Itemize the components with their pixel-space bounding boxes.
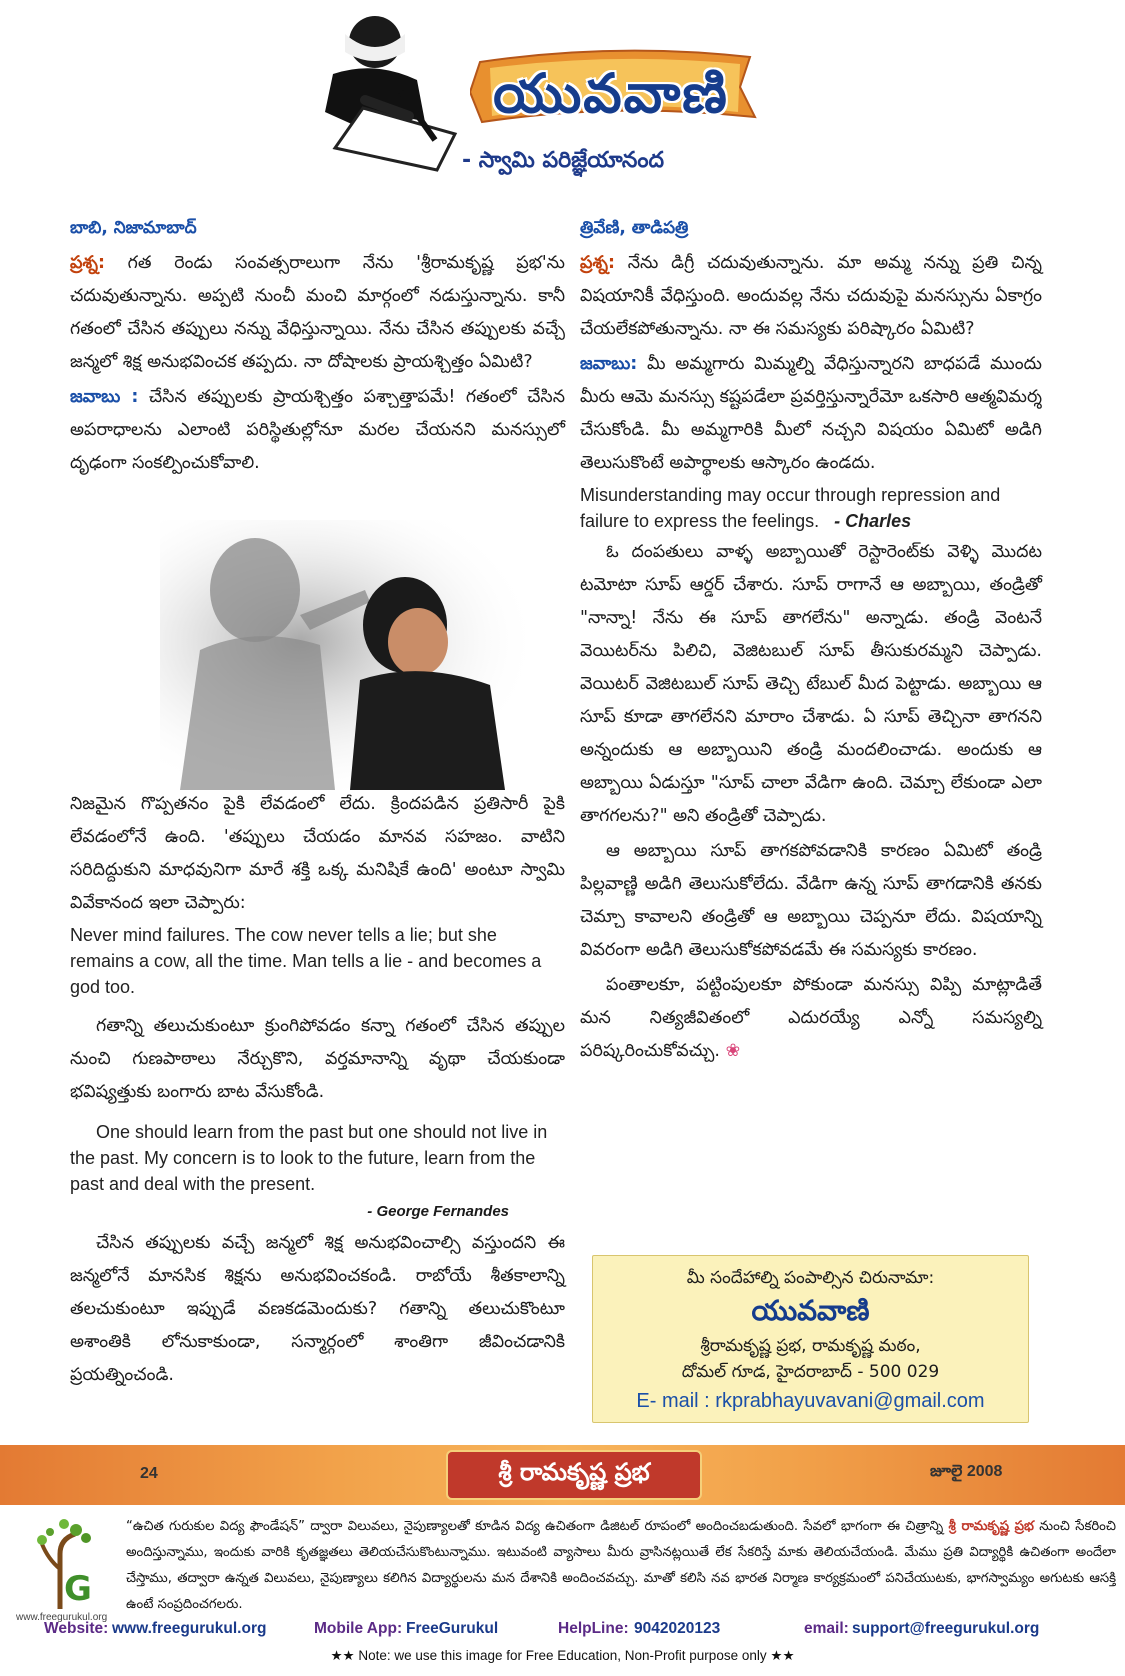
address-box xyxy=(592,1255,1029,1423)
address-intro: మీ సందేహాల్ని పంపాల్సిన చిరునామా: xyxy=(686,1268,935,1288)
writer-silhouette-icon xyxy=(305,12,480,172)
magazine-title: శ్రీ రామకృష్ణ ప్రభ xyxy=(498,1458,650,1486)
question-label: ప్రశ్న: xyxy=(580,253,615,273)
website-label: Website: xyxy=(44,1620,109,1637)
address-title: యువవాణి xyxy=(751,1294,870,1327)
address-line: దోమల్ గూడ, హైదరాబాద్ - 500 029 xyxy=(681,1362,940,1382)
left-column-continued xyxy=(70,788,565,1394)
helpline-number: 9042020123 xyxy=(634,1620,721,1637)
svg-text:G: G xyxy=(64,1569,92,1609)
author-line: - స్వామి పరిజ్ఞేయానంద xyxy=(462,148,665,173)
sender-name: త్రివేణి, తాడిపత్రి xyxy=(580,218,689,238)
helpline-label: HelpLine: xyxy=(558,1620,629,1637)
magazine-credit: శ్రీ రామకృష్ణ ప్రభ xyxy=(948,1519,1034,1534)
right-column xyxy=(580,212,1042,1070)
freegurukul-logo-icon xyxy=(20,1514,110,1624)
issue-date: జూలై 2008 xyxy=(930,1463,1003,1480)
vivekananda-quote: Never mind failures. The cow never tells a lie; but she remains a cow, all the time. Man tells a lie - and becomes a god too. xyxy=(70,925,542,997)
foundation-text-part: నుంచి సేకరించి అందిస్తున్నాము, ఇందుకు వారికి కృతజ్ఞతలు తెలియచేసుకొంటున్నాము. ఇటువంటి వ్యాసాలు మీరు వ్రాసినట్లయితే లేక సేకరిస్తే మాకు తెలియచేయండి. మేము ప్రతి విద్యార్థికి ఉచితంగా అందేలా చేస్తాము, తద్వారా ఉన్నత విలువలు, నైపుణ్యాలు కలిగిన విద్యార్థులను మన దేశానికి అందించవచ్చు. మాతో కలిసి నవ భారత నిర్మాణ కార్యక్రమంలో పనిచేయుటకు, భాగస్వామ్యం అగుటకు ఆసక్తి ఉంటే సంప్రదించగలరు. xyxy=(126,1519,1116,1612)
question-text: గత రెండు సంవత్సరాలుగా నేను 'శ్రీరామకృష్ణ ప్రభ'ను చదువుతున్నాను. అప్పటి నుంచీ మంచి మార్గంలో నడుస్తున్నాను. కానీ గతంలో చేసిన తప్పులు నన్ను వేధిస్తున్నాయి. నేను చేసిన తప్పులకు వచ్చే జన్మలో శిక్ష అనుభవించక తప్పదు. నా దోషాలకు ప్రాయశ్చిత్తం ఏమిటి? xyxy=(70,253,565,372)
column-header xyxy=(0,0,1125,200)
paragraph: ఆ అబ్బాయి సూప్ తాగకపోవడానికి కారణం ఏమిటో తండ్రి పిల్లవాణ్ణి అడిగి తెలుసుకోలేదు. వేడిగా ఉన్న సూప్ తాగడానికి తనకు చెమ్చా కావాలని తండ్రితో ఆ అబ్బాయి చెప్పనూ లేదు. విషయాన్ని వివరంగా అడిగి తెలుసుకోకపోవడమే ఈ సమస్యకు కారణం. xyxy=(580,841,1042,960)
question-paragraph xyxy=(580,247,1042,346)
charles-quote xyxy=(580,482,1042,534)
answer-paragraph xyxy=(70,381,565,480)
answer-text: చేసిన తప్పులకు ప్రాయశ్చిత్తం పశ్చాత్తాపమే! గతంలో చేసిన అపరాధాలను ఎలాంటి పరిస్థితుల్లోనూ మరల చేయనని మనస్సులో దృఢంగా సంకల్పించుకోవాలి. xyxy=(70,387,565,473)
flower-icon: ❀ xyxy=(725,1041,741,1061)
paragraph: చేసిన తప్పులకు వచ్చే జన్మలో శిక్ష అనుభవించాల్సి వస్తుందని ఈ జన్మలోనే మానసిక శిక్షను అనుభవించకండి. రాబోయే శీతకాలాన్ని తలచుకుంటూ ఇప్పుడే వణకడమెందుకు? గతాన్ని తలుచుకొంటూ అశాంతికి లోనుకాకుండా, సన్మార్గంలో శాంతిగా జీవించడానికి ప్రయత్నించండి. xyxy=(70,1233,565,1385)
address-line: శ్రీరామకృష్ణ ప్రభ, రామకృష్ణ మఠం, xyxy=(700,1336,921,1356)
paragraph: ఓ దంపతులు వాళ్ళ అబ్బాయితో రెస్టారెంట్‌కు వెళ్ళి మొదట టమోటా సూప్ ఆర్డర్ చేశారు. సూప్ రాగానే ఆ అబ్బాయి, తండ్రితో "నాన్నా! నేను ఈ సూప్ తాగలేను" అన్నాడు. తండ్రి వెంటనే వెయిటర్‌ను పిలిచి, వెజిటబుల్ సూప్ తీసుకురమ్మని చెప్పాడు. వెయిటర్ వెజిటబుల్ సూప్ తెచ్చి టేబుల్ మీద పెట్టాడు. అబ్బాయి ఆ సూప్ కూడా తాగలేనని మారాం చేశాడు. ఏ సూప్ తెచ్చినా తాగనని అన్నందుకు ఆ అబ్బాయిని తండ్రి మందలించాడు. అందుకు ఆ అబ్బాయి ఏడుస్తూ "సూప్ చాలా వేడిగా ఉంది. చెమ్చా లేకుండా ఎలా తాగగలను?" అని తండ్రితో చెప్పాడు. xyxy=(580,542,1042,826)
answer-label: జవాబు: xyxy=(580,354,638,374)
address-email: E- mail : rkprabhayuvavani@gmail.com xyxy=(636,1390,985,1412)
fernandes-quote: One should learn from the past but one should not live in the past. My concern is to look to the future, learn from the past and deal with the present. xyxy=(70,1122,548,1194)
app-name: FreeGurukul xyxy=(406,1620,499,1637)
question-paragraph xyxy=(70,247,565,379)
quote-attribution: - Charles xyxy=(834,511,912,531)
quote-attribution: - George Fernandes xyxy=(367,1203,509,1220)
logo-url: www.freegurukul.org xyxy=(16,1612,108,1623)
paragraph: నిజమైన గొప్పతనం పైకి లేవడంలో లేదు. క్రిందపడిన ప్రతిసారీ పైకి లేవడంలోనే ఉంది. 'తప్పులు చేయడం మానవ సహజం. వాటిని సరిదిద్దుకుని మాధవునిగా మారే శక్తి ఒక్క మనిషికే ఉంది' అంటూ స్వామి వివేకానంద ఇలా చెప్పారు: xyxy=(70,794,565,913)
app-label: Mobile App: xyxy=(314,1620,403,1637)
question-label: ప్రశ్న: xyxy=(70,253,105,273)
page-number: 24 xyxy=(140,1465,158,1482)
answer-paragraph xyxy=(580,348,1042,480)
email-label: email: xyxy=(804,1620,849,1637)
paragraph xyxy=(580,969,1042,1068)
foundation-text xyxy=(126,1514,1116,1618)
sender-name: బాబి, నిజామాబాద్ xyxy=(70,218,197,238)
foundation-text-part: “ఉచిత గురుకుల విద్య ఫౌండేషన్” ద్వారా విలువలు, నైపుణ్యాలతో కూడిన విద్య ఉచితంగా డిజిటల్ రూపంలో అందించబడుతుంది. సేవలో భాగంగా ఈ చిత్రాన్ని xyxy=(126,1519,944,1534)
quote-text: Misunderstanding may occur through repression and failure to express the feelings. xyxy=(580,485,1001,531)
paragraph: గతాన్ని తలుచుకుంటూ క్రుంగిపోవడం కన్నా గతంలో చేసిన తప్పుల నుంచి గుణపాఠాలు నేర్చుకొని, వర్తమానాన్ని వృథా చేయకుండా భవిష్యత్తుకు బంగారు బాట వేసుకోండి. xyxy=(70,1016,565,1102)
website-link[interactable]: www.freegurukul.org xyxy=(112,1620,267,1637)
answer-label: జవాబు : xyxy=(70,387,139,407)
closing-text: పంతాలకూ, పట్టింపులకూ పోకుండా మనస్సు విప్పి మాట్లాడితే మన నిత్యజీవితంలో ఎదురయ్యే ఎన్నో సమస్యల్ని పరిష్కరించుకోవచ్చు. xyxy=(580,975,1042,1061)
non-profit-note: ★★ Note: we use this image for Free Education, Non-Profit purpose only ★★ xyxy=(330,1648,795,1663)
question-text: నేను డిగ్రీ చదువుతున్నాను. మా అమ్మ నన్ను ప్రతి చిన్న విషయానికీ వేధిస్తుంది. అందువల్ల నేను చదువుపై మనస్సును ఏకాగ్రం చేయలేకపోతున్నాను. నా ఈ సమస్యకు పరిష్కారం ఏమిటి? xyxy=(580,253,1042,339)
answer-text: మీ అమ్మగారు మిమ్మల్ని వేధిస్తున్నారని బాధపడే ముందు మీరు ఆమె మనస్సు కష్టపడేలా ప్రవర్తిస్తున్నారేమో ఒకసారి ఆత్మవిమర్శ చేసుకోండి. మీ అమ్మగారికి మీలో నచ్చని విషయం ఏమిటో అడిగి తెలుసుకొంటే అపార్థాలకు ఆస్కారం ఉండదు. xyxy=(580,354,1042,473)
page-title: యువవాణి xyxy=(493,62,729,125)
left-column xyxy=(70,212,565,482)
scolding-illustration xyxy=(160,520,560,790)
email-link[interactable]: support@freegurukul.org xyxy=(852,1620,1040,1637)
